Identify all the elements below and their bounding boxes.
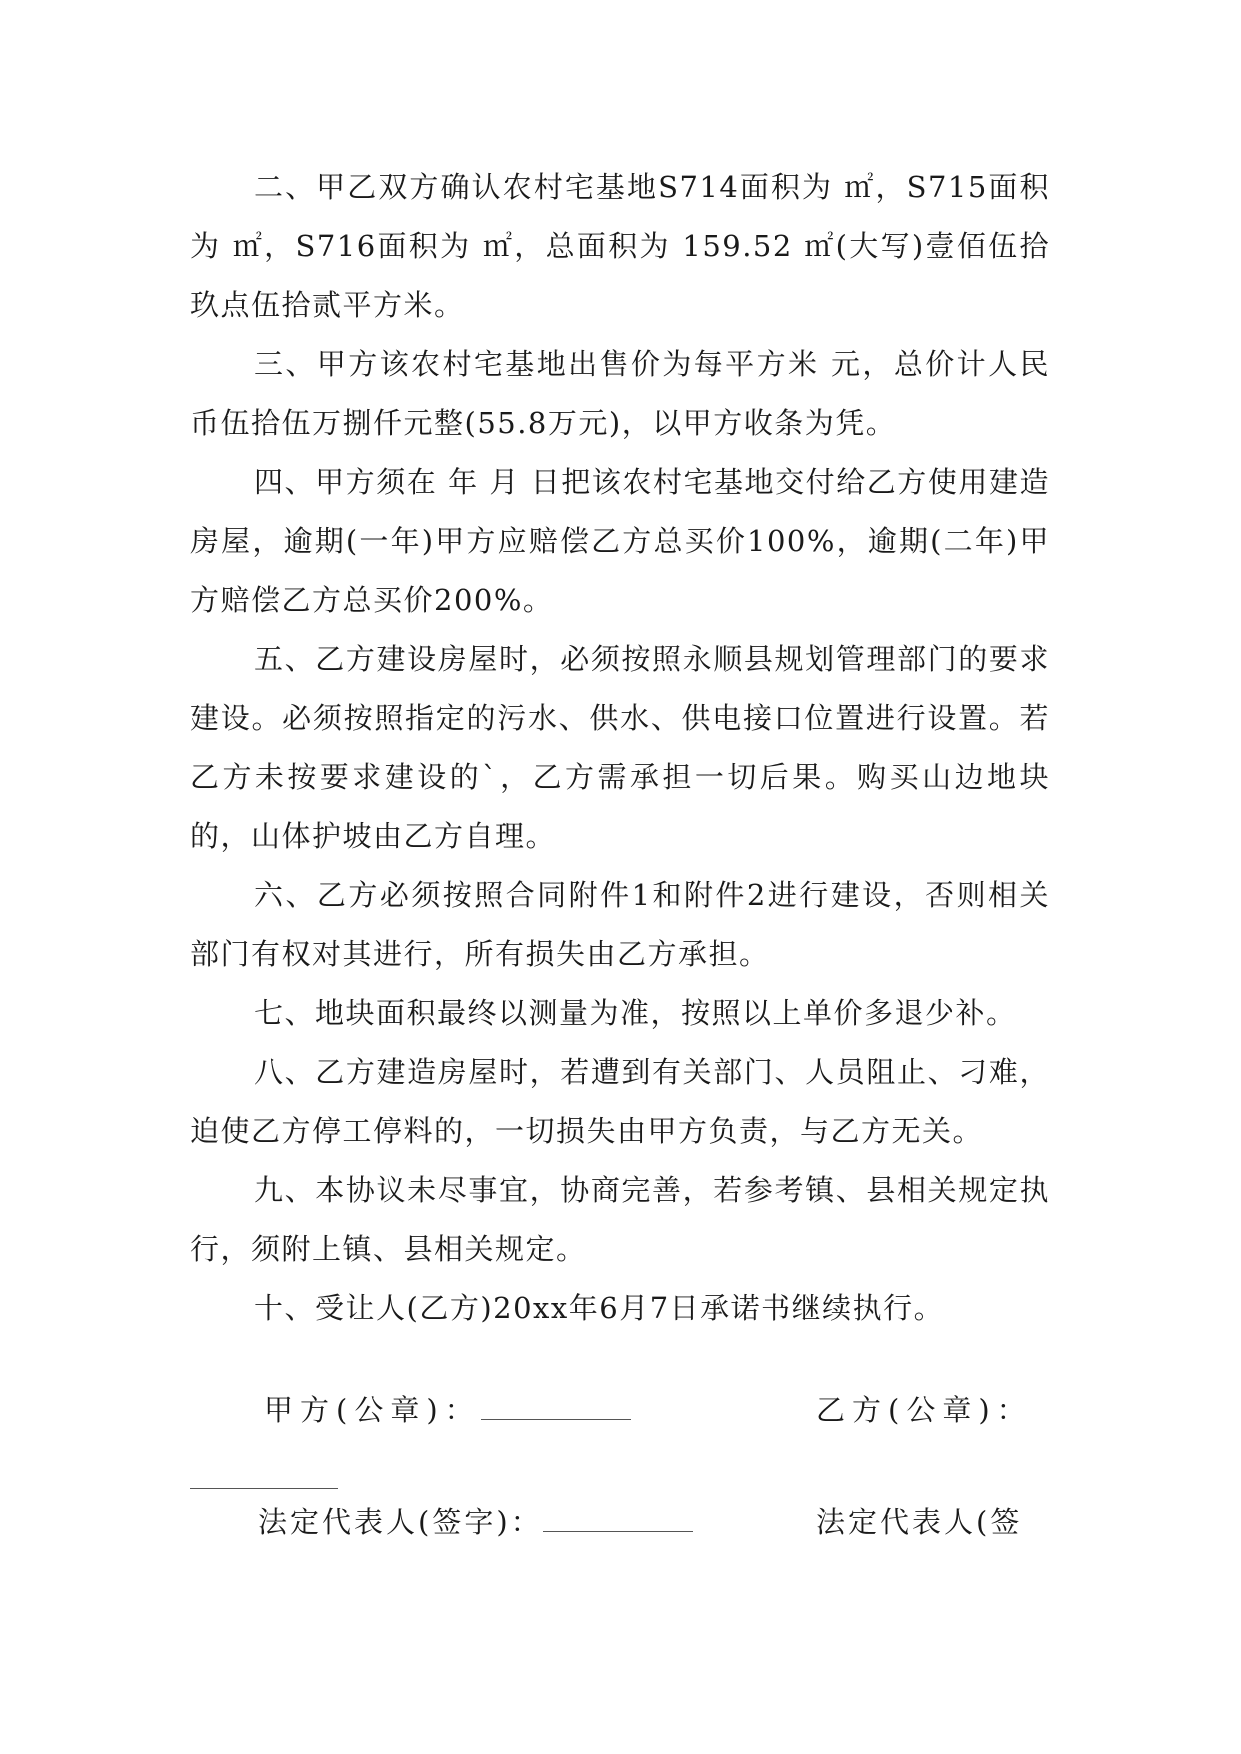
clause-4: 四、甲方须在 年 月 日把该农村宅基地交付给乙方使用建造房屋，逾期(一年)甲方应赔偿乙方总买价100%，逾期(二年)甲方赔偿乙方总买价200%。 bbox=[190, 465, 1050, 617]
clause-8: 八、乙方建造房屋时，若遭到有关部门、人员阻止、刁难，迫使乙方停工停料的，一切损失由甲方负责，与乙方无关。 bbox=[190, 1055, 1050, 1148]
clause-10: 十、受让人(乙方)20xx年6月7日承诺书继续执行。 bbox=[254, 1291, 945, 1325]
party-a-seal-line bbox=[264, 1388, 631, 1429]
legal-rep-a-label: 法定代表人(签字)： bbox=[258, 1505, 543, 1539]
legal-rep-a-blank bbox=[543, 1509, 693, 1532]
clause-9: 九、本协议未尽事宜，协商完善，若参考镇、县相关规定执行，须附上镇、县相关规定。 bbox=[190, 1173, 1050, 1266]
party-a-seal-label: 甲方(公章)： bbox=[264, 1393, 481, 1427]
party-a-seal-blank bbox=[481, 1397, 631, 1420]
legal-rep-b-line bbox=[816, 1500, 1022, 1541]
clause-2: 二、甲乙双方确认农村宅基地S714面积为 ㎡，S715面积为 ㎡，S716面积为 ㎡，总面积为 159.52 ㎡(大写)壹佰伍拾玖点伍拾贰平方米。 bbox=[190, 170, 1050, 322]
clause-6: 六、乙方必须按照合同附件1和附件2进行建设，否则相关部门有权对其进行，所有损失由乙方承担。 bbox=[190, 878, 1050, 971]
clause-5: 五、乙方建设房屋时，必须按照永顺县规划管理部门的要求建设。必须按照指定的污水、供水、供电接口位置进行设置。若乙方未按要求建设的`，乙方需承担一切后果。购买山边地块的，山体护坡由乙方自理。 bbox=[190, 642, 1050, 853]
legal-rep-a-line bbox=[258, 1500, 693, 1541]
clause-7: 七、地块面积最终以测量为准，按照以上单价多退少补。 bbox=[254, 996, 1017, 1030]
party-b-seal-blank bbox=[190, 1488, 338, 1489]
party-b-seal-label: 乙方(公章)： bbox=[816, 1393, 1033, 1427]
contract-body bbox=[190, 158, 1050, 1338]
party-b-seal-line bbox=[816, 1388, 1033, 1429]
clause-3: 三、甲方该农村宅基地出售价为每平方米 元，总价计人民币伍拾伍万捌仟元整(55.8万元)，以甲方收条为凭。 bbox=[190, 347, 1050, 440]
legal-rep-b-label: 法定代表人(签 bbox=[816, 1505, 1023, 1539]
